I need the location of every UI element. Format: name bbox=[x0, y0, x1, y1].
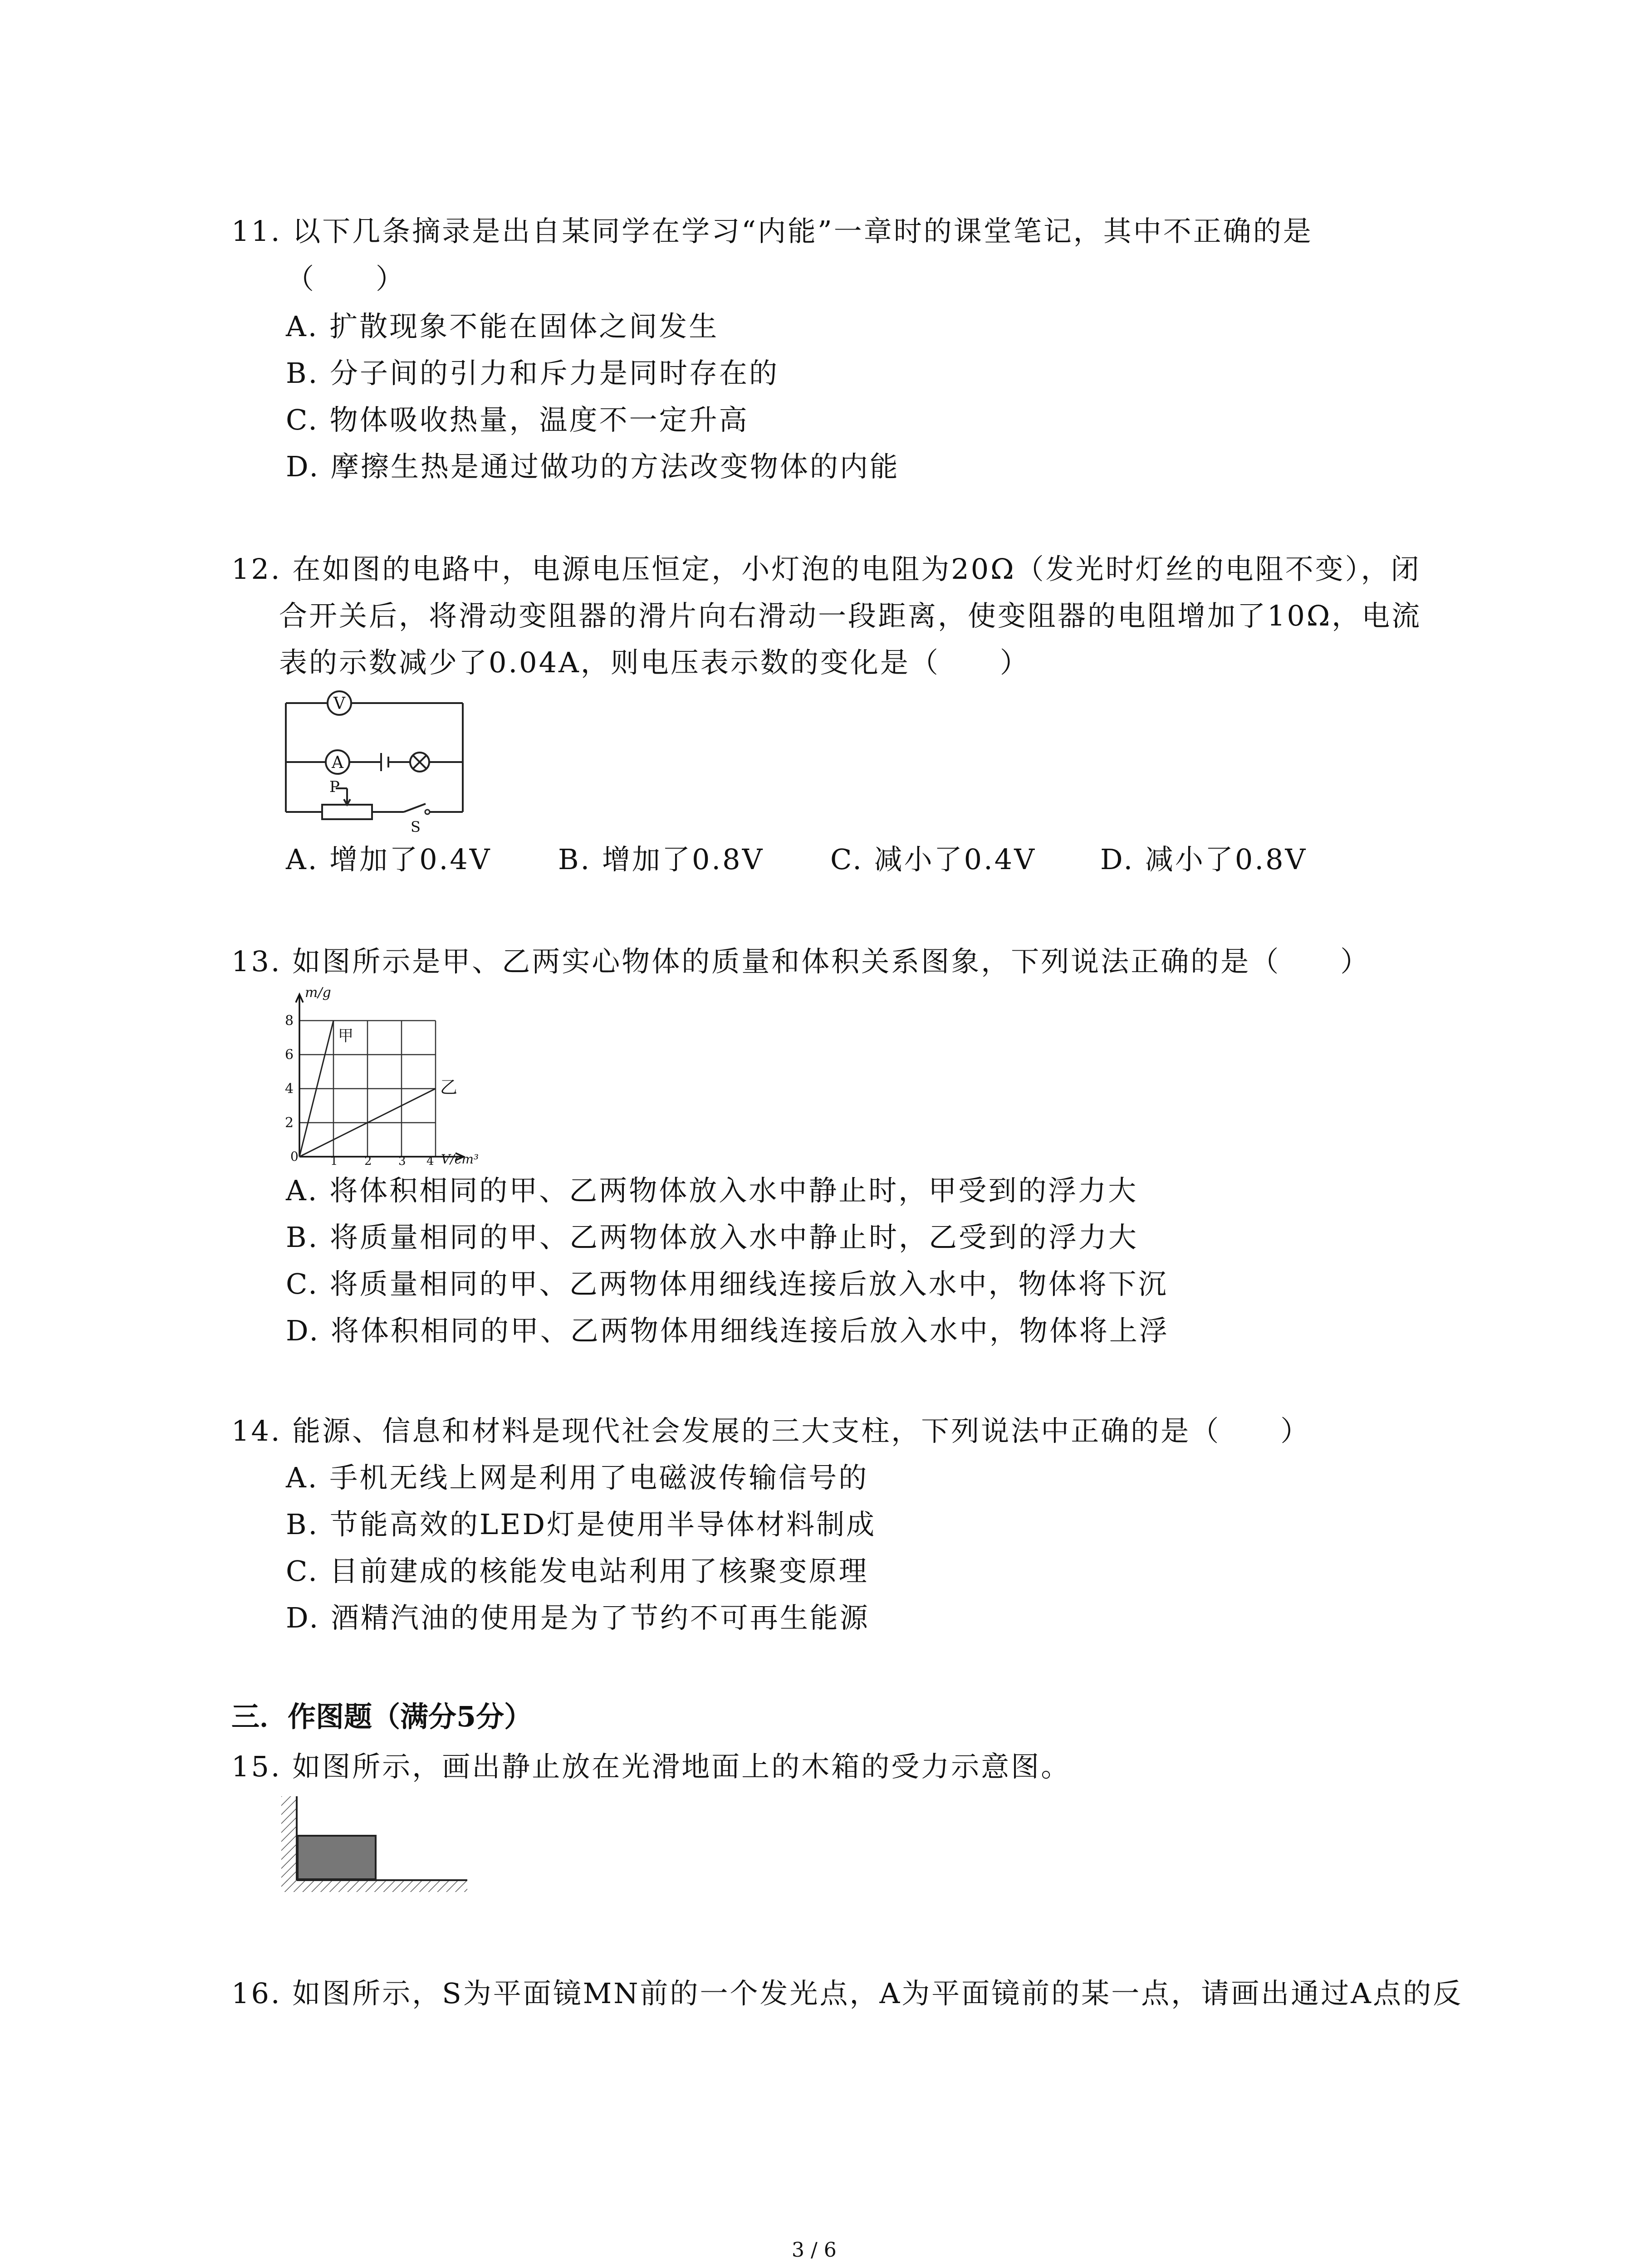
q12-option-c: C. 减小了0.4V bbox=[830, 843, 1037, 876]
q13-option-d: D. 将体积相同的甲、乙两物体用细线连接后放入水中，物体将上浮 bbox=[286, 1314, 1169, 1347]
q11-answer-paren: （ ） bbox=[286, 262, 406, 295]
q12-option-d: D. 减小了0.8V bbox=[1100, 843, 1308, 876]
y-tick-8: 8 bbox=[285, 1013, 294, 1029]
q13-option-a: A. 将体积相同的甲、乙两物体放入水中静止时，甲受到的浮力大 bbox=[286, 1174, 1138, 1207]
x-axis-label: V/cm³ bbox=[441, 1152, 479, 1166]
section-3-title: 三．作图题（满分5分） bbox=[231, 1700, 533, 1733]
x-tick-4: 4 bbox=[426, 1154, 434, 1166]
q12-circuit-diagram bbox=[272, 685, 481, 835]
x-tick-3: 3 bbox=[398, 1154, 406, 1166]
q13-stem: 13. 如图所示是甲、乙两实心物体的质量和体积关系图象，下列说法正确的是（ ） bbox=[231, 945, 1371, 978]
series-yi-label: 乙 bbox=[440, 1077, 458, 1097]
q12-stem-line-3: 表的示数减少了0.04A，则电压表示数的变化是（ ） bbox=[279, 646, 1030, 679]
q12-option-a: A. 增加了0.4V bbox=[286, 843, 492, 876]
q13-option-b: B. 将质量相同的甲、乙两物体放入水中静止时，乙受到的浮力大 bbox=[286, 1221, 1138, 1254]
ammeter-label: A bbox=[332, 753, 343, 772]
q16-stem: 16. 如图所示，S为平面镜MN前的一个发光点，A为平面镜前的某一点，请画出通过A点的反 bbox=[231, 1977, 1463, 2010]
q11-option-b: B. 分子间的引力和斥力是同时存在的 bbox=[286, 357, 779, 390]
y-axis-label: m/g bbox=[305, 985, 331, 1001]
q15-stem: 15. 如图所示，画出静止放在光滑地面上的木箱的受力示意图。 bbox=[231, 1750, 1071, 1783]
q14-option-a: A. 手机无线上网是利用了电磁波传输信号的 bbox=[286, 1461, 869, 1494]
q11-option-d: D. 摩擦生热是通过做功的方法改变物体的内能 bbox=[286, 450, 900, 483]
q14-stem: 14. 能源、信息和材料是现代社会发展的三大支柱，下列说法中正确的是（ ） bbox=[231, 1414, 1311, 1447]
q13-mass-volume-graph bbox=[272, 984, 485, 1166]
slider-label: P bbox=[329, 778, 340, 796]
voltmeter bbox=[328, 691, 351, 715]
q11-stem: 11. 以下几条摘录是出自某同学在学习“内能”一章时的课堂笔记，其中不正确的是 bbox=[231, 215, 1313, 248]
wooden-box bbox=[298, 1836, 376, 1879]
q13-option-c: C. 将质量相同的甲、乙两物体用细线连接后放入水中，物体将下沉 bbox=[286, 1267, 1168, 1300]
voltmeter-label: V bbox=[333, 694, 345, 713]
switch-label: S bbox=[411, 818, 421, 835]
q15-box-on-floor-figure bbox=[277, 1792, 476, 1896]
page-number: 3 / 6 bbox=[792, 2239, 837, 2262]
y-tick-2: 2 bbox=[285, 1115, 294, 1131]
series-jia-label: 甲 bbox=[338, 1027, 353, 1045]
q12-stem-line-2: 合开关后，将滑动变阻器的滑片向右滑动一段距离，使变阻器的电阻增加了10Ω，电流 bbox=[279, 599, 1422, 632]
q13-x-origin-label bbox=[290, 1148, 300, 1166]
x-tick-1: 1 bbox=[330, 1154, 338, 1166]
q14-option-c: C. 目前建成的核能发电站利用了核聚变原理 bbox=[286, 1554, 869, 1588]
ammeter bbox=[326, 750, 349, 774]
q12-stem-line-1: 12. 在如图的电路中，电源电压恒定，小灯泡的电阻为20Ω（发光时灯丝的电阻不变），闭 bbox=[231, 552, 1421, 586]
q11-option-a: A. 扩散现象不能在固体之间发生 bbox=[286, 310, 719, 343]
y-tick-4: 4 bbox=[285, 1081, 294, 1097]
x-tick-2: 2 bbox=[364, 1154, 372, 1166]
q13-x-origin: 0 bbox=[290, 1149, 300, 1164]
y-tick-6: 6 bbox=[285, 1047, 294, 1063]
q11-option-c: C. 物体吸收热量，温度不一定升高 bbox=[286, 403, 749, 436]
q12-option-b: B. 增加了0.8V bbox=[558, 843, 764, 876]
q14-option-d: D. 酒精汽油的使用是为了节约不可再生能源 bbox=[286, 1601, 870, 1634]
q14-option-b: B. 节能高效的LED灯是使用半导体材料制成 bbox=[286, 1508, 877, 1541]
